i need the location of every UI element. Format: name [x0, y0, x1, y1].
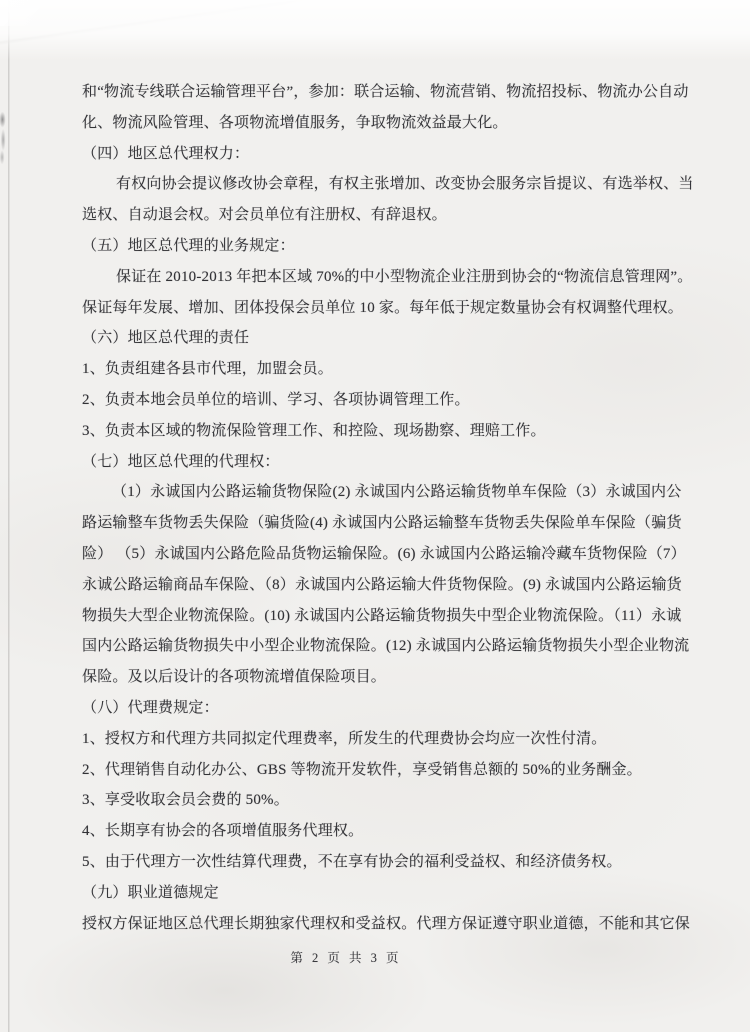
text-line: 保证在 2010-2013 年把本区域 70%的中小型物流企业注册到协会的“物流信息管理网”。	[116, 268, 693, 285]
text-line: 化、物流风险管理、各项物流增值服务，争取物流效益最大化。	[82, 114, 508, 131]
text-line: （六）地区总代理的责任	[82, 330, 250, 347]
text-line: （1）永诚国内公路运输货物保险(2) 永诚国内公路运输货物单车保险（3）永诚国内公	[112, 484, 682, 501]
page-number-footer: 第 2 页 共 3 页	[290, 951, 402, 965]
text-line: 5、由于代理方一次性结算代理费，不在享有协会的福利受益权、和经济债务权。	[82, 853, 622, 870]
text-line: 国内公路运输货物损失中小型企业物流保险。(12) 永诚国内公路运输货物损失小型企业物流	[82, 638, 690, 655]
text-line: 物损失大型企业物流保险。(10) 永诚国内公路运输货物损失中型企业物流保险。（11）永诚	[82, 607, 682, 624]
text-line: 险） （5）永诚国内公路危险品货物运输保险。(6) 永诚国内公路运输冷藏车货物保险（7）	[82, 545, 686, 562]
document-body	[82, 77, 700, 939]
text-line: 路运输整车货物丢失保险（骗货险(4) 永诚国内公路运输整车货物丢失保险单车保险（骗货	[82, 515, 682, 532]
text-line: 3、享受收取会员会费的 50%。	[82, 792, 289, 809]
text-line: 选权、自动退会权。对会员单位有注册权、有辞退权。	[82, 207, 447, 224]
text-line: 2、代理销售自动化办公、GBS 等物流开发软件，享受销售总额的 50%的业务酬金。	[82, 761, 642, 778]
text-line: 3、负责本区域的物流保险管理工作、和控险、现场勘察、理赔工作。	[82, 422, 546, 439]
text-line: 保险。及以后设计的各项物流增值保险项目。	[82, 669, 387, 686]
text-line: （九）职业道德规定	[82, 884, 219, 901]
text-line: 和“物流专线联合运输管理平台”，参加：联合运输、物流营销、物流招投标、物流办公自动	[82, 84, 689, 100]
text-line: （五）地区总代理的业务规定：	[82, 237, 295, 254]
text-line: 有权向协会提议修改协会章程，有权主张增加、改变协会服务宗旨提议、有选举权、当	[116, 176, 694, 193]
scan-corner-highlight	[0, 0, 40, 26]
text-line: （八）代理费规定：	[82, 699, 219, 716]
text-line: （四）地区总代理权力：	[82, 145, 250, 162]
text-line: 授权方保证地区总代理长期独家代理权和受益权。代理方保证遵守职业道德，不能和其它保	[82, 915, 691, 932]
text-line: 2、负责本地会员单位的培训、学习、各项协调管理工作。	[82, 391, 470, 408]
text-line: 4、长期享有协会的各项增值服务代理权。	[82, 823, 364, 840]
text-line: 永诚公路运输商品车保险、（8）永诚国内公路运输大件货物保险。(9) 永诚国内公路运输货	[82, 576, 682, 593]
text-line: 保证每年发展、增加、团体投保会员单位 10 家。每年低于规定数量协会有权调整代理权。	[82, 299, 683, 316]
scan-edge-smudge	[0, 108, 7, 166]
text-line: 1、授权方和代理方共同拟定代理费率，所发生的代理费协会均应一次性付清。	[82, 730, 607, 747]
text-line: （七）地区总代理的代理权：	[82, 453, 280, 470]
text-line: 1、负责组建各县市代理，加盟会员。	[82, 361, 333, 378]
